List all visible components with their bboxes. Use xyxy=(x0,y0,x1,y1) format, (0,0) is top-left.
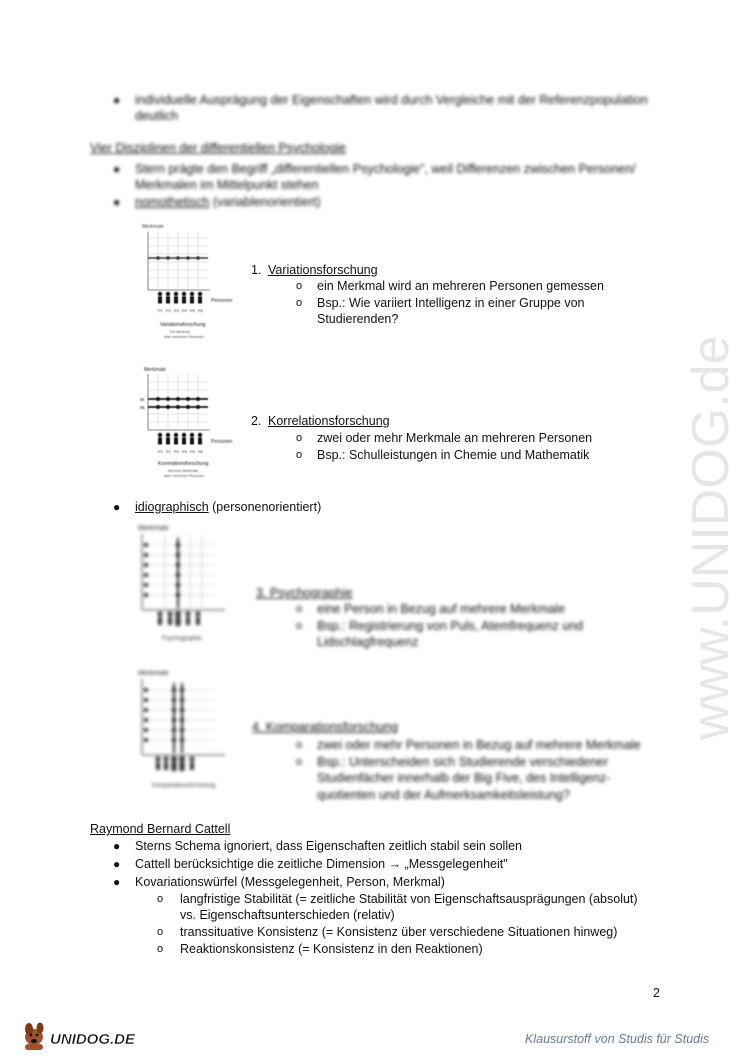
fig1-subcaption-1: Ein Merkmal xyxy=(170,330,190,334)
section4-sub2-line1: Bsp.: Unterscheiden sich Studierende verschiedener xyxy=(317,755,609,769)
fig1-caption: Variationsforschung xyxy=(160,322,206,328)
cattell-sub-1-line2: vs. Eigenschaftsunterschieden (relativ) xyxy=(180,908,395,922)
section2-number: 2. xyxy=(251,414,262,428)
figure-variationsforschung xyxy=(138,220,248,350)
watermark-text: www.UNIDOG.de xyxy=(682,335,740,740)
figure-korrelationsforschung xyxy=(138,362,248,492)
section1-sub2-line1: Bsp.: Wie variiert Intelligenz in einer Gruppe von xyxy=(317,296,585,310)
dog-icon xyxy=(25,1023,44,1051)
fig2-ylabel: Merkmale xyxy=(144,367,166,373)
page-number: 2 xyxy=(653,986,660,1000)
fig1-subcaption-2: über mehreren Personen xyxy=(164,335,204,339)
section2-title: Korrelationsforschung xyxy=(268,414,390,428)
bullet-dot: ● xyxy=(113,195,121,209)
section3-sub2-line1: Bsp.: Registrierung von Puls, Atemfrequenz und xyxy=(317,619,584,633)
circle-bullet: o xyxy=(296,603,303,615)
circle-bullet: o xyxy=(157,943,164,955)
idiographic-term: idiographisch xyxy=(135,500,209,514)
section3-sub2-line2: Lidschlagfrequenz xyxy=(317,635,419,649)
fig2-person-2: P2 xyxy=(166,449,171,454)
bullet-dot: ● xyxy=(113,839,121,853)
section3-title: 3. Psychographie xyxy=(256,586,353,600)
figure-komparationsforschung xyxy=(130,665,260,795)
fig2-subcaption-1: Mehrere Merkmale xyxy=(168,469,199,473)
circle-bullet: o xyxy=(296,280,303,292)
stern-line-1: Stern prägte den Begriff „differentiellen Psychologie", weil Differenzen zwischen Personen/ xyxy=(135,162,636,176)
watermark xyxy=(660,280,750,750)
cattell-bullet-2: Cattell berücksichtige die zeitliche Dimension → „Messgelegenheit" xyxy=(135,857,508,871)
section1-title: Variationsforschung xyxy=(268,263,378,277)
section4-title: 4. Komparationsforschung xyxy=(252,720,398,734)
circle-bullet: o xyxy=(296,739,303,751)
fig2-person-3: P3 xyxy=(174,449,179,454)
circle-bullet: o xyxy=(157,926,164,938)
fig1-person-5: P5 xyxy=(190,308,195,313)
footer-tagline: Klausurstoff von Studis für Studis xyxy=(525,1032,710,1046)
bullet-dot: ● xyxy=(113,857,121,871)
stern-line-2: Merkmalen im Mittelpunkt stehen xyxy=(135,178,319,192)
circle-bullet: o xyxy=(296,756,303,768)
section1-number: 1. xyxy=(251,263,262,277)
fig1-xlabel: Personen xyxy=(211,298,233,304)
footer-logo xyxy=(20,1015,160,1053)
nomothetic-rest: (variablenorientiert) xyxy=(209,195,321,209)
circle-bullet: o xyxy=(296,620,303,632)
circle-bullet: o xyxy=(296,449,303,461)
section4-sub1: zwei oder mehr Personen in Bezug auf mehrere Merkmale xyxy=(317,738,641,752)
fig1-person-1: P1 xyxy=(158,308,163,313)
fig4-caption: Komparationsforschung xyxy=(152,783,216,789)
nomothetic-line xyxy=(135,194,321,210)
cattell-sub-2: transsituative Konsistenz (= Konsistenz über verschiedene Situationen hinweg) xyxy=(180,925,618,939)
fig4-ylabel: Merkmale xyxy=(138,670,169,677)
fig1-person-4: P4 xyxy=(182,308,187,313)
fig3-ylabel: Merkmale xyxy=(138,525,169,532)
section1-sub2-line2: Studierenden? xyxy=(317,312,399,326)
cattell-bullet-1: Sterns Schema ignoriert, dass Eigenschaften zeitlich stabil sein sollen xyxy=(135,839,523,853)
cattell-sub-1-line1: langfristige Stabilität (= zeitliche Stabilität von Eigenschaftsausprägungen (absolut) xyxy=(180,892,638,906)
circle-bullet: o xyxy=(157,893,164,905)
cattell-heading: Raymond Bernard Cattell xyxy=(90,822,231,836)
intro-line-2: deutlich xyxy=(135,109,179,123)
idiographic-line xyxy=(135,499,321,515)
fig2-subcaption-2: über mehreren Personen xyxy=(164,474,204,478)
bullet-dot: ● xyxy=(113,93,121,107)
circle-bullet: o xyxy=(296,297,303,309)
cattell-bullet-3: Kovariationswürfel (Messgelegenheit, Person, Merkmal) xyxy=(135,875,445,889)
cattell-sub-3: Reaktionskonsistenz (= Konsistenz in den Reaktionen) xyxy=(180,942,483,956)
fig1-person-3: P3 xyxy=(174,308,179,313)
fig2-caption: Korrelationsforschung xyxy=(158,461,209,467)
fig3-caption: Psychographie xyxy=(162,636,202,642)
section3-sub1: eine Person in Bezug auf mehrere Merkmale xyxy=(317,602,566,616)
fig2-person-4: P4 xyxy=(182,449,187,454)
section1-sub1: ein Merkmal wird an mehreren Personen gemessen xyxy=(317,279,604,293)
section4-sub2-line3: quotienten und der Aufmerksamkeitsleistung? xyxy=(317,788,570,802)
intro-line-1: individuelle Ausprägung der Eigenschaften wird durch Vergleiche mit der Referenzpopulation xyxy=(135,93,648,107)
logo-text: UNIDOG.DE xyxy=(50,1031,136,1048)
idiographic-rest: (personenorientiert) xyxy=(208,500,322,514)
fig1-person-2: P2 xyxy=(166,308,171,313)
circle-bullet: o xyxy=(296,432,303,444)
bullet-dot: ● xyxy=(113,162,121,176)
fig2-person-6: P6 xyxy=(198,449,203,454)
section2-sub1: zwei oder mehr Merkmale an mehreren Personen xyxy=(317,431,593,445)
section2-sub2: Bsp.: Schulleistungen in Chemie und Mathematik xyxy=(317,448,590,462)
figure-psychographie xyxy=(130,520,260,650)
nomothetic-term: nomothetisch xyxy=(135,195,210,209)
fig1-ylabel: Merkmale xyxy=(142,224,164,230)
fig1-person-6: P6 xyxy=(198,308,203,313)
fig2-person-1: P1 xyxy=(158,449,163,454)
fig2-xlabel: Personen xyxy=(211,439,233,445)
bullet-dot: ● xyxy=(113,500,121,514)
section4-sub2-line2: Studienfächer innerhalb der Big Five, des Intelligenz- xyxy=(317,771,611,785)
bullet-dot: ● xyxy=(113,875,121,889)
fig2-person-5: P5 xyxy=(190,449,195,454)
fig2-row-label-i: Mᵢ xyxy=(140,397,145,402)
section-heading: Vier Disziplinen der differentiellen Psychologie xyxy=(90,141,346,155)
fig2-row-label-j: Mⱼ xyxy=(140,405,145,410)
